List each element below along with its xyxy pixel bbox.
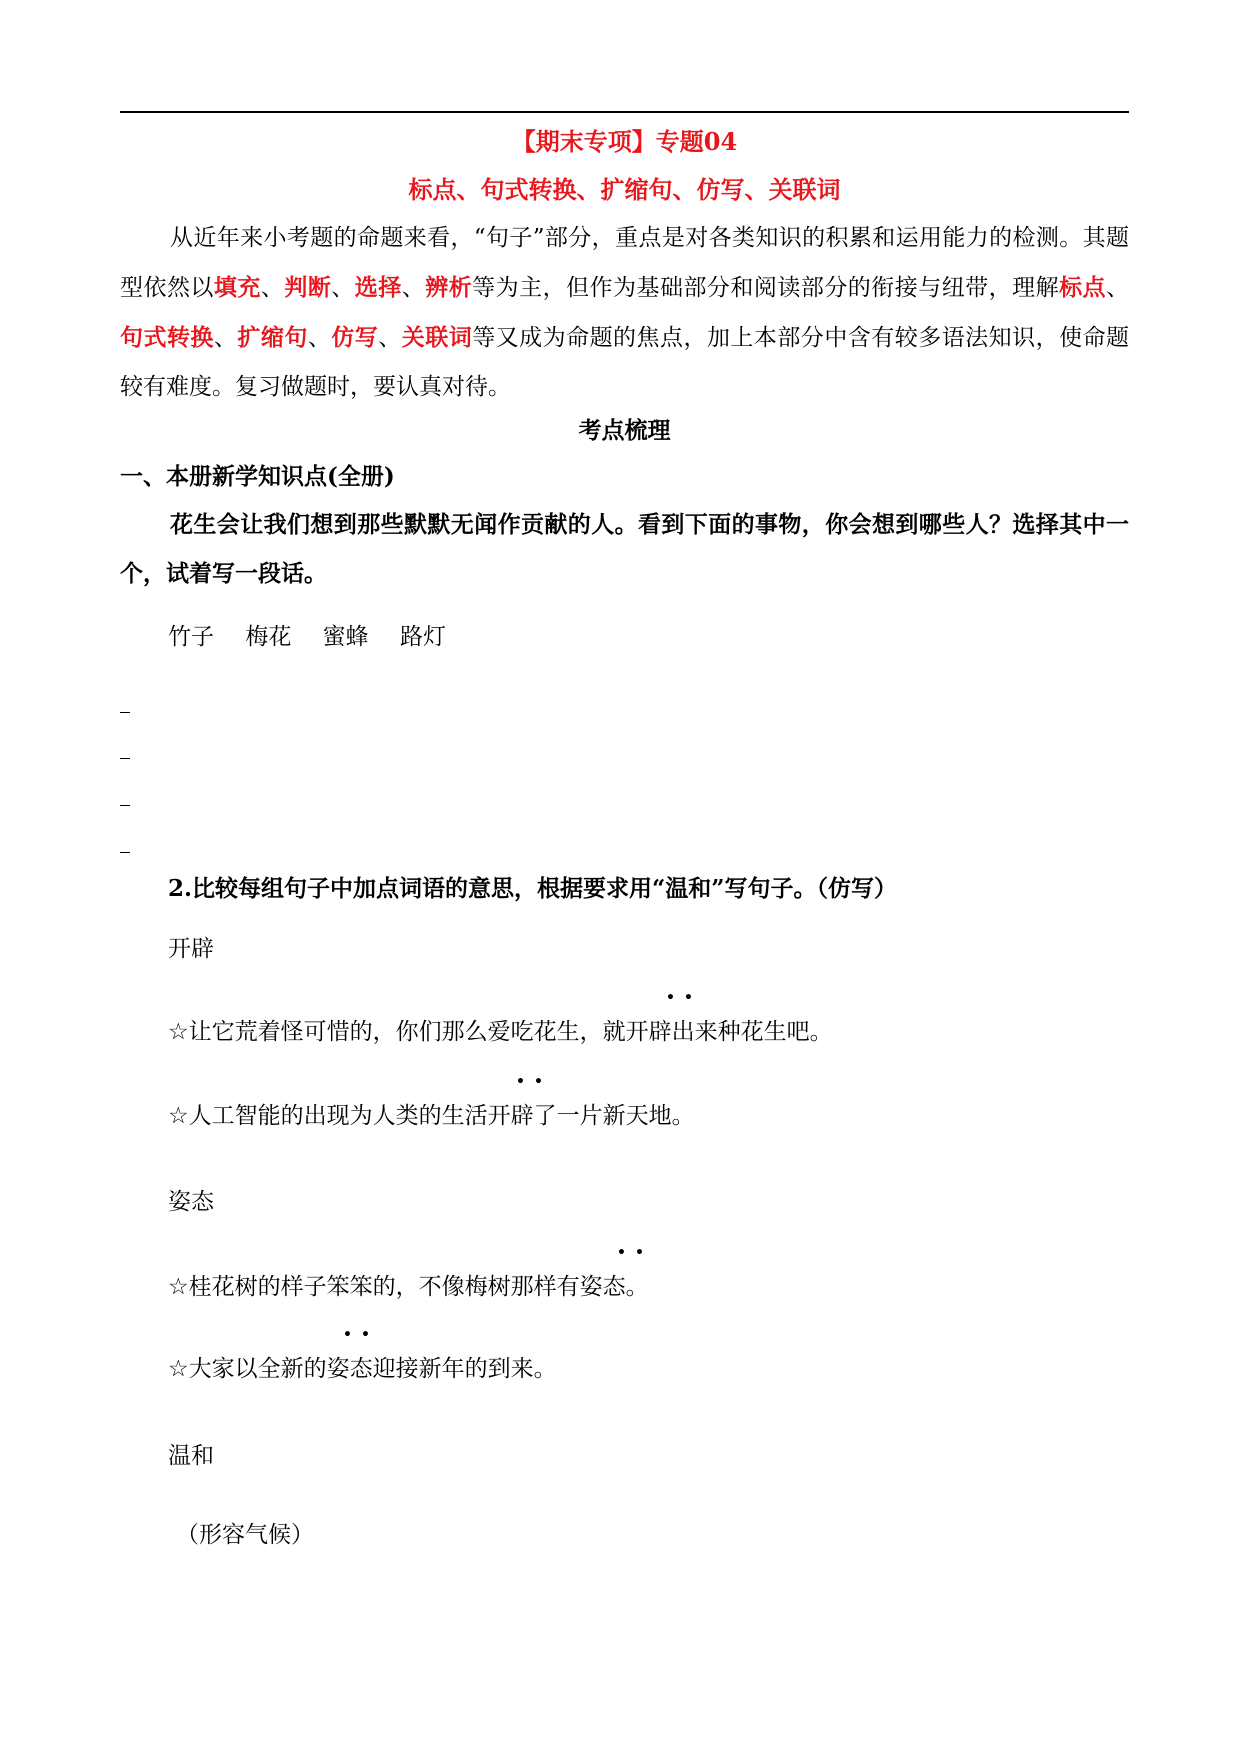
answer-line[interactable] — [120, 758, 130, 759]
word-choice: 梅花 — [245, 624, 292, 650]
highlight-topic: 仿写 — [331, 324, 379, 351]
example-sentence: ☆人工智能的出现为人类的生活开辟了一片新天地。 — [168, 1103, 695, 1129]
highlight-topic: 标点 — [1059, 274, 1107, 301]
emphasis-dots: •• — [617, 1245, 653, 1261]
highlight-topic: 句式转换 — [120, 324, 214, 351]
highlight-question-type: 选择 — [354, 274, 402, 301]
intro-text: 等为主，但作为基础部分和阅读部分的衔接与纽带，理解 — [472, 275, 1060, 301]
document-title: 【期末专项】专题04 — [511, 127, 738, 156]
highlight-topic: 扩缩句 — [237, 324, 308, 351]
intro-text: 等又成为命题的焦点，加上本部分中含有较多语法知识，使命题较有难度。复习做题时，要认真对待。 — [120, 325, 1130, 400]
emphasis-dots: •• — [666, 990, 702, 1006]
word-choice: 竹子 — [168, 624, 214, 650]
emphasis-dots: •• — [343, 1327, 379, 1343]
group-word-kaipi: 开辟 — [168, 936, 214, 962]
section-title-key-points: 考点梳理 — [578, 417, 671, 444]
group-word-zitai: 姿态 — [168, 1189, 214, 1215]
word-choice-list — [168, 618, 470, 651]
example-sentence: ☆桂花树的样子笨笨的，不像梅树那样有姿态。 — [168, 1274, 649, 1300]
highlight-question-type: 填充 — [213, 274, 261, 301]
highlight-topic: 关联词 — [401, 324, 473, 351]
question1-prompt: 花生会让我们想到那些默默无闻作贡献的人。看到下面的事物，你会想到哪些人？选择其中一个，试着写一段话。 — [120, 511, 1129, 587]
separator: 、 — [213, 325, 238, 351]
section1-heading: 一、本册新学知识点(全册) — [120, 463, 395, 490]
separator: 、 — [331, 275, 355, 301]
answer-line[interactable] — [120, 852, 130, 853]
intro-text: 从近年来小考题的命题来看，“句子”部分，重点是对各类知识的积累和运用能力的检测。其题型依然以 — [120, 225, 1129, 301]
group-word-wenhe: 温和 — [168, 1443, 214, 1469]
separator: 、 — [378, 325, 402, 351]
header-rule — [120, 111, 1129, 113]
intro-paragraph — [120, 214, 1129, 412]
word-choice: 蜜蜂 — [322, 624, 369, 650]
example-sentence: ☆让它荒着怪可惜的，你们那么爱吃花生，就开辟出来种花生吧。 — [168, 1019, 833, 1045]
highlight-question-type: 辨析 — [425, 274, 473, 301]
separator: 、 — [401, 275, 426, 301]
example-sentence: ☆大家以全新的姿态迎接新年的到来。 — [168, 1356, 557, 1382]
answer-line[interactable] — [120, 712, 130, 713]
separator: 、 — [1106, 275, 1130, 301]
separator: 、 — [260, 275, 285, 301]
separator: 、 — [307, 325, 332, 351]
question2-heading: 2.比较每组句子中加点词语的意思，根据要求用“温和”写句子。（仿写） — [168, 875, 897, 902]
emphasis-dots: •• — [516, 1074, 552, 1090]
highlight-question-type: 判断 — [284, 274, 332, 301]
word-choice: 路灯 — [399, 624, 446, 650]
document-subtitle: 标点、句式转换、扩缩句、仿写、关联词 — [408, 175, 841, 204]
usage-note: （形容气候） — [176, 1522, 314, 1548]
answer-line[interactable] — [120, 805, 130, 806]
